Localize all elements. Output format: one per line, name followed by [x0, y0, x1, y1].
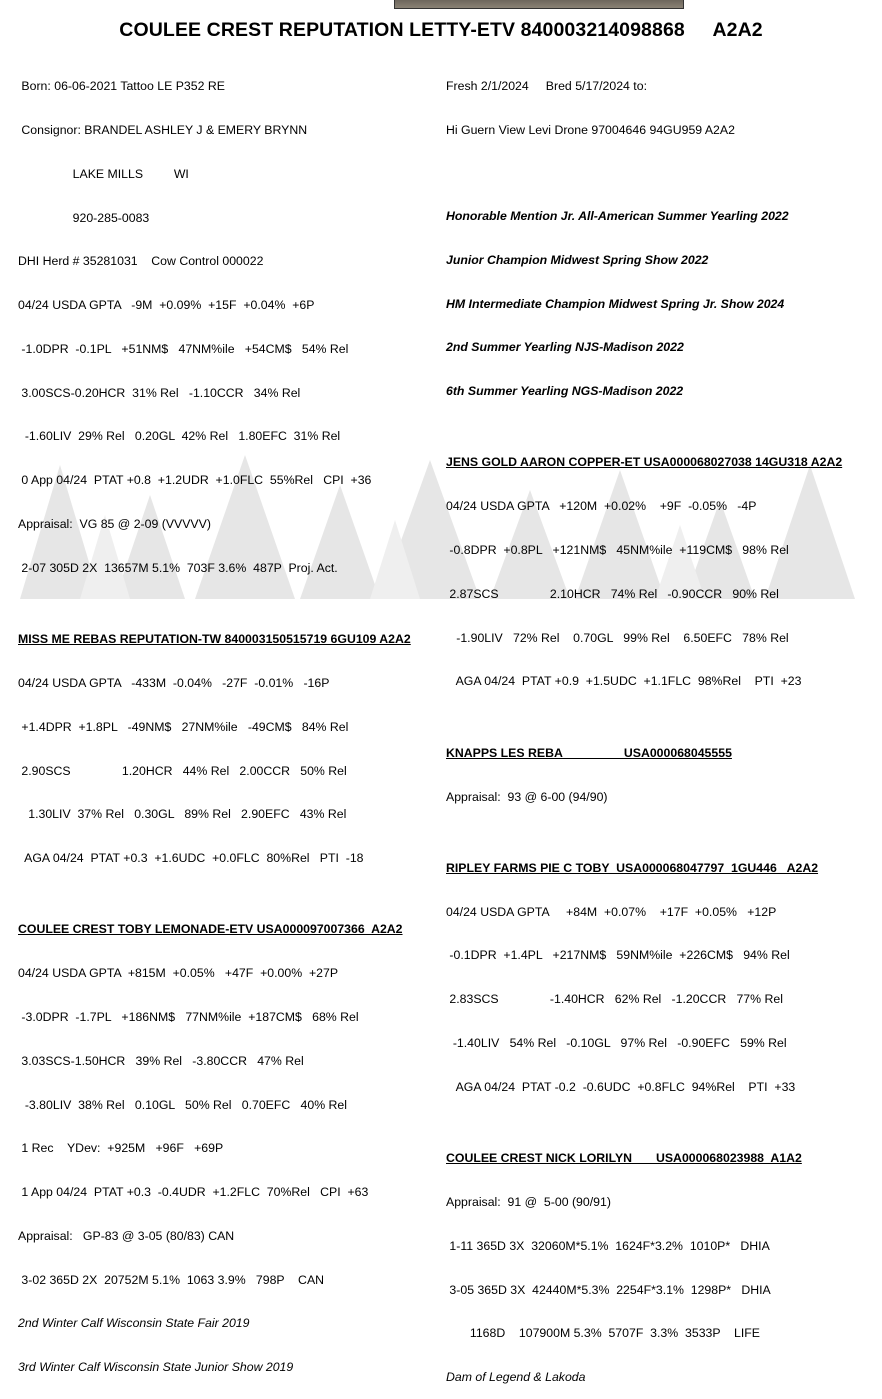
dam-of-dam-line: 3-05 365D 3X 42440M*5.3% 2254F*3.1% 1298P* DHIA — [446, 1282, 771, 1297]
sire-line: 2.90SCS 1.20HCR 44% Rel 2.00CCR 50% Rel — [18, 763, 347, 778]
sire-of-dam-line: -1.40LIV 54% Rel -0.10GL 97% Rel -0.90EFC 59% Rel — [446, 1036, 787, 1050]
sire-line: +1.4DPR +1.8PL -49NM$ 27NM%ile -49CM$ 84% Rel — [18, 719, 349, 734]
sire-line: 1.30LIV 37% Rel 0.30GL 89% Rel 2.90EFC 43% Rel — [18, 807, 347, 822]
left-main-line: DHI Herd # 35281031 Cow Control 000022 — [18, 254, 264, 269]
fresh-line: Fresh 2/1/2024 Bred 5/17/2024 to: — [446, 79, 647, 94]
title-code: A2A2 — [712, 19, 763, 41]
page-title — [0, 19, 882, 42]
dam-line: 3-02 365D 2X 20752M 5.1% 1063 3.9% 798P CAN — [18, 1272, 325, 1287]
dam-of-sire-header: KNAPPS LES REBA USA000068045555 — [446, 745, 732, 760]
dam-of-dam-header: COULEE CREST NICK LORILYN USA000068023988 A1A2 — [446, 1151, 802, 1166]
right-column — [446, 50, 842, 1399]
dam-honor: 2nd Winter Calf Wisconsin State Fair 2019 — [18, 1316, 250, 1331]
sire-of-dam-line: 04/24 USDA GPTA +84M +0.07% +17F +0.05% +12P — [446, 904, 777, 919]
left-main-line: Consignor: BRANDEL ASHLEY J & EMERY BRYNN — [18, 122, 308, 137]
sire-of-sire-header: JENS GOLD AARON COPPER-ET USA000068027038 14GU318 A2A2 — [446, 455, 843, 470]
sire-of-sire-line: -1.90LIV 72% Rel 0.70GL 99% Rel 6.50EFC 78% Rel — [446, 630, 789, 645]
dam-of-dam-line: 1-11 365D 3X 32060M*5.1% 1624F*3.2% 1010P* DHIA — [446, 1238, 770, 1253]
show-honor: Honorable Mention Jr. All-American Summer Yearling 2022 — [446, 208, 789, 223]
sire-line: 04/24 USDA GPTA -433M -0.04% -27F -0.01% -16P — [18, 675, 330, 690]
show-honor: 2nd Summer Yearling NJS-Madison 2022 — [446, 340, 684, 355]
show-honor: 6th Summer Yearling NGS-Madison 2022 — [446, 384, 684, 399]
sire-of-dam-line: -0.1DPR +1.4PL +217NM$ 59NM%ile +226CM$ 94% Rel — [446, 948, 790, 963]
left-main-line: Born: 06-06-2021 Tattoo LE P352 RE — [18, 79, 225, 94]
dam-of-dam-line: 1168D 107900M 5.3% 5707F 3.3% 3533P LIFE — [446, 1326, 760, 1341]
dam-line: 04/24 USDA GPTA +815M +0.05% +47F +0.00% +27P — [18, 966, 339, 981]
left-main-line: 0 App 04/24 PTAT +0.8 +1.2UDR +1.0FLC 55%Rel CPI +36 — [18, 473, 372, 488]
sire-of-dam-header: RIPLEY FARMS PIE C TOBY USA000068047797 1GU446 A2A2 — [446, 860, 819, 875]
left-main-line: -1.0DPR -0.1PL +51NM$ 47NM%ile +54CM$ 54% Rel — [18, 341, 349, 356]
dam-line: Appraisal: GP-83 @ 3-05 (80/83) CAN — [18, 1228, 235, 1243]
sire-of-sire-line: -0.8DPR +0.8PL +121NM$ 45NM%ile +119CM$ 98% Rel — [446, 543, 789, 557]
left-main-line: 3.00SCS-0.20HCR 31% Rel -1.10CCR 34% Rel — [18, 385, 301, 400]
dam-of-dam-note: Dam of Legend & Lakoda — [446, 1370, 586, 1385]
left-main-line: Appraisal: VG 85 @ 2-09 (VVVVV) — [18, 517, 211, 531]
dam-honor: 3rd Winter Calf Wisconsin State Junior Show 2019 — [18, 1360, 294, 1375]
sire-of-sire-line: AGA 04/24 PTAT +0.9 +1.5UDC +1.1FLC 98%Rel PTI +23 — [446, 674, 802, 689]
cow-photo-edge — [394, 0, 684, 9]
dam-of-dam-line: Appraisal: 91 @ 5-00 (90/91) — [446, 1194, 611, 1209]
dam-line: 1 Rec YDev: +925M +96F +69P — [18, 1141, 224, 1156]
sire-of-sire-line: 04/24 USDA GPTA +120M +0.02% +9F -0.05% -4P — [446, 499, 757, 514]
show-honor: HM Intermediate Champion Midwest Spring Jr. Show 2024 — [446, 296, 785, 311]
bred-to-line: Hi Guern View Levi Drone 97004646 94GU959 A2A2 — [446, 122, 735, 137]
show-honor: Junior Champion Midwest Spring Show 2022 — [446, 252, 709, 267]
title-name: COULEE CREST REPUTATION LETTY-ETV 840003214098868 — [119, 19, 685, 41]
dam-header: COULEE CREST TOBY LEMONADE-ETV USA000097007366 A2A2 — [18, 922, 403, 937]
dam-of-sire-line: Appraisal: 93 @ 6-00 (94/90) — [446, 789, 608, 804]
dam-line: -3.80LIV 38% Rel 0.10GL 50% Rel 0.70EFC 40% Rel — [18, 1097, 347, 1112]
dam-line: 1 App 04/24 PTAT +0.3 -0.4UDR +1.2FLC 70%Rel CPI +63 — [18, 1185, 369, 1200]
sire-header: MISS ME REBAS REPUTATION-TW 840003150515719 6GU109 A2A2 — [18, 632, 411, 647]
left-main-line: 04/24 USDA GPTA -9M +0.09% +15F +0.04% +6P — [18, 298, 315, 313]
left-main-line: -1.60LIV 29% Rel 0.20GL 42% Rel 1.80EFC 31% Rel — [18, 429, 341, 444]
dam-line: -3.0DPR -1.7PL +186NM$ 77NM%ile +187CM$ 68% Rel — [18, 1010, 359, 1024]
sire-line: AGA 04/24 PTAT +0.3 +1.6UDC +0.0FLC 80%Rel PTI -18 — [18, 851, 364, 866]
dam-line: 3.03SCS-1.50HCR 39% Rel -3.80CCR 47% Rel — [18, 1053, 304, 1068]
sire-of-dam-line: AGA 04/24 PTAT -0.2 -0.6UDC +0.8FLC 94%Rel PTI +33 — [446, 1079, 796, 1094]
sire-of-sire-line: 2.87SCS 2.10HCR 74% Rel -0.90CCR 90% Rel — [446, 586, 779, 601]
left-main-line: LAKE MILLS WI — [18, 166, 189, 181]
sire-of-dam-line: 2.83SCS -1.40HCR 62% Rel -1.20CCR 77% Rel — [446, 992, 783, 1007]
left-main-line: 920-285-0083 — [18, 210, 150, 225]
left-column — [18, 50, 411, 1389]
left-main-line: 2-07 305D 2X 13657M 5.1% 703F 3.6% 487P Proj. Act. — [18, 560, 338, 575]
